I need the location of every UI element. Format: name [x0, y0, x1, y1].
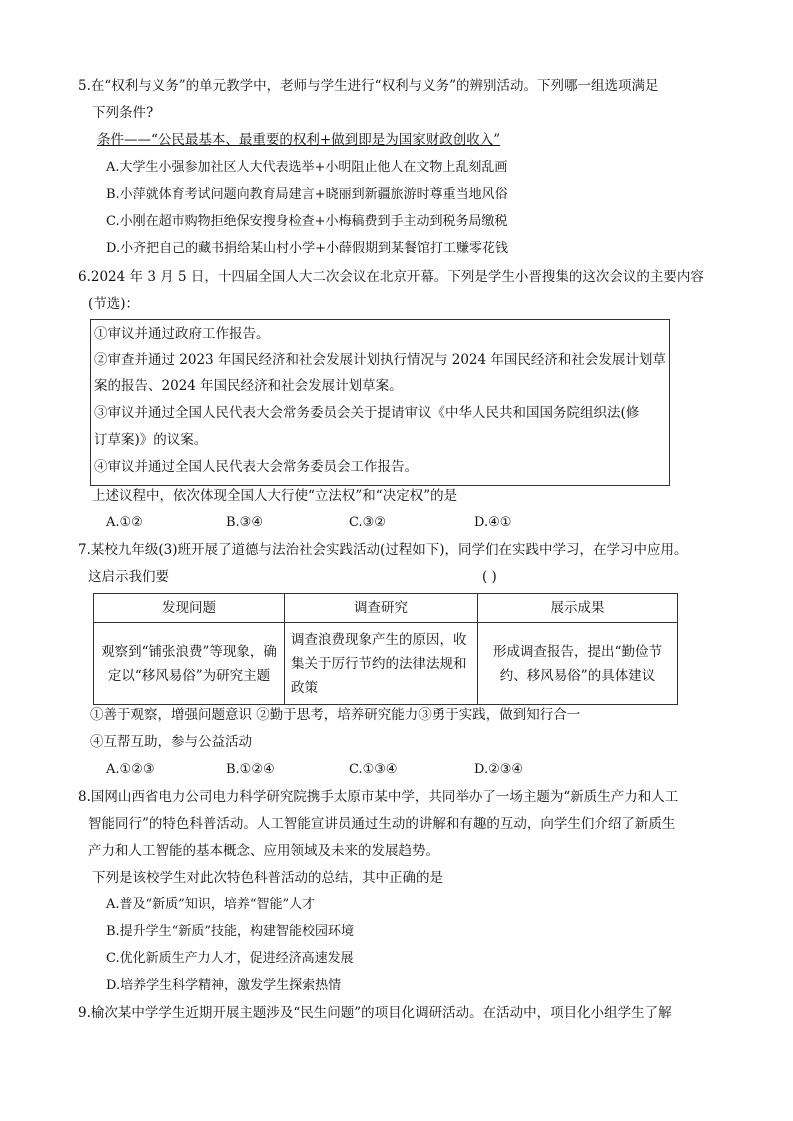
q8-option-c: C.优化新质生产力人才，促进经济高速发展	[106, 951, 354, 966]
q8-option-d: D.培养学生科学精神，激发学生探索热情	[106, 978, 342, 993]
q5-stem-line2: 下列条件?	[92, 105, 154, 121]
table-header-research: 调查研究	[285, 594, 478, 623]
q8-question: 下列是该校学生对此次特色科普活动的总结，其中正确的是	[92, 870, 443, 886]
q8-stem-line2: 智能同行”的特色科普活动。人工智能宣讲员通过生动的讲解和有趣的互动，向学生们介绍了新质生	[88, 816, 676, 832]
q5-condition: 条件——“公民最基本、最重要的权利+做到即是为国家财政创收入”	[97, 132, 501, 148]
q7-option-d: D.②③④	[474, 762, 524, 777]
q7-option-b: B.①②④	[226, 762, 275, 777]
q5-option-b: B.小萍就体育考试问题向教育局建言+晓丽到新疆旅游时尊重当地风俗	[106, 187, 508, 202]
q8-option-b: B.提升学生“新质”技能，构建智能校园环境	[106, 924, 354, 939]
q9-stem-line1: 9.榆次某中学学生近期开展主题涉及“民生问题”的项目化调研活动。在活动中，项目化小组学生了解	[78, 1005, 672, 1021]
q6-option-a: A.①②	[106, 515, 143, 530]
q6-option-c: C.③②	[349, 515, 386, 530]
q6-agenda-item-4: ④审议并通过全国人民代表大会常务委员会工作报告。	[94, 459, 418, 475]
q8-stem-line1: 8.国网山西省电力公司电力科学研究院携手太原市某中学，共同举办了一场主题为“新质生产力和人工	[78, 789, 679, 805]
q6-option-b: B.③④	[226, 515, 263, 530]
q6-stem-line1: 6.2024 年 3 月 5 日，十四届全国人大二次会议在北京开幕。下列是学生小晋搜集的这次会议的主要内容	[78, 269, 704, 285]
q6-stem-line2: (节选)：	[88, 296, 140, 312]
q7-answer-paren: ( )	[482, 569, 497, 585]
table-cell-research: 调查浪费现象产生的原因，收集关于厉行节约的法律法规和政策	[285, 623, 478, 705]
q6-agenda-item-3: ③审议并通过全国人民代表大会常务委员会关于提请审议《中华人民共和国国务院组织法(修	[94, 405, 640, 421]
table-cell-discover: 观察到“铺张浪费”等现象，确定以“移风易俗”为研究主题	[94, 623, 285, 705]
q7-statements-line1: ①善于观察，增强问题意识 ②勤于思考，培养研究能力③勇于实践，做到知行合一	[90, 707, 581, 723]
q6-agenda-item-2: ②审查并通过 2023 年国民经济和社会发展计划执行情况与 2024 年国民经济和社会发展计划草	[94, 352, 666, 368]
q6-agenda-item-2-cont: 案的报告、2024 年国民经济和社会发展计划草案。	[94, 378, 403, 394]
q7-option-c: C.①③④	[349, 762, 398, 777]
q5-stem-line1: 5.在“权利与义务”的单元教学中，老师与学生进行“权利与义务”的辨别活动。下列哪一组选项满足	[78, 78, 659, 94]
table-cell-results: 形成调查报告，提出“勤俭节约、移风易俗”的具体建议	[478, 623, 678, 705]
q7-stem-line2: 这启示我们要	[88, 569, 169, 585]
q7-process-table	[93, 593, 678, 705]
table-header-results: 展示成果	[478, 594, 678, 623]
table-header-discover: 发现问题	[94, 594, 285, 623]
q7-stem-line1: 7.某校九年级(3)班开展了道德与法治社会实践活动(过程如下)，同学们在实践中学习，在学习中应用。	[78, 542, 688, 558]
q5-option-d: D.小齐把自己的藏书捐给某山村小学+小薛假期到某餐馆打工赚零花钱	[106, 241, 508, 256]
q7-statements-line2: ④互帮互助，参与公益活动	[90, 734, 252, 750]
q8-option-a: A.普及“新质”知识，培养“智能”人才	[106, 897, 316, 912]
q6-option-d: D.④①	[474, 515, 512, 530]
q8-stem-line3: 产力和人工智能的基本概念、应用领域及未来的发展趋势。	[88, 843, 439, 859]
q5-option-c: C.小刚在超市购物拒绝保安搜身检查+小梅稿费到手主动到税务局缴税	[106, 214, 508, 229]
q7-option-a: A.①②③	[106, 762, 155, 777]
q6-question: 上述议程中，依次体现全国人大行使“立法权”和“决定权”的是	[92, 488, 458, 504]
q6-agenda-item-3-cont: 订草案)》的议案。	[94, 432, 208, 448]
q6-agenda-item-1: ①审议并通过政府工作报告。	[94, 326, 270, 342]
q5-option-a: A.大学生小强参加社区人大代表选举+小明阻止他人在文物上乱刻乱画	[106, 160, 508, 175]
